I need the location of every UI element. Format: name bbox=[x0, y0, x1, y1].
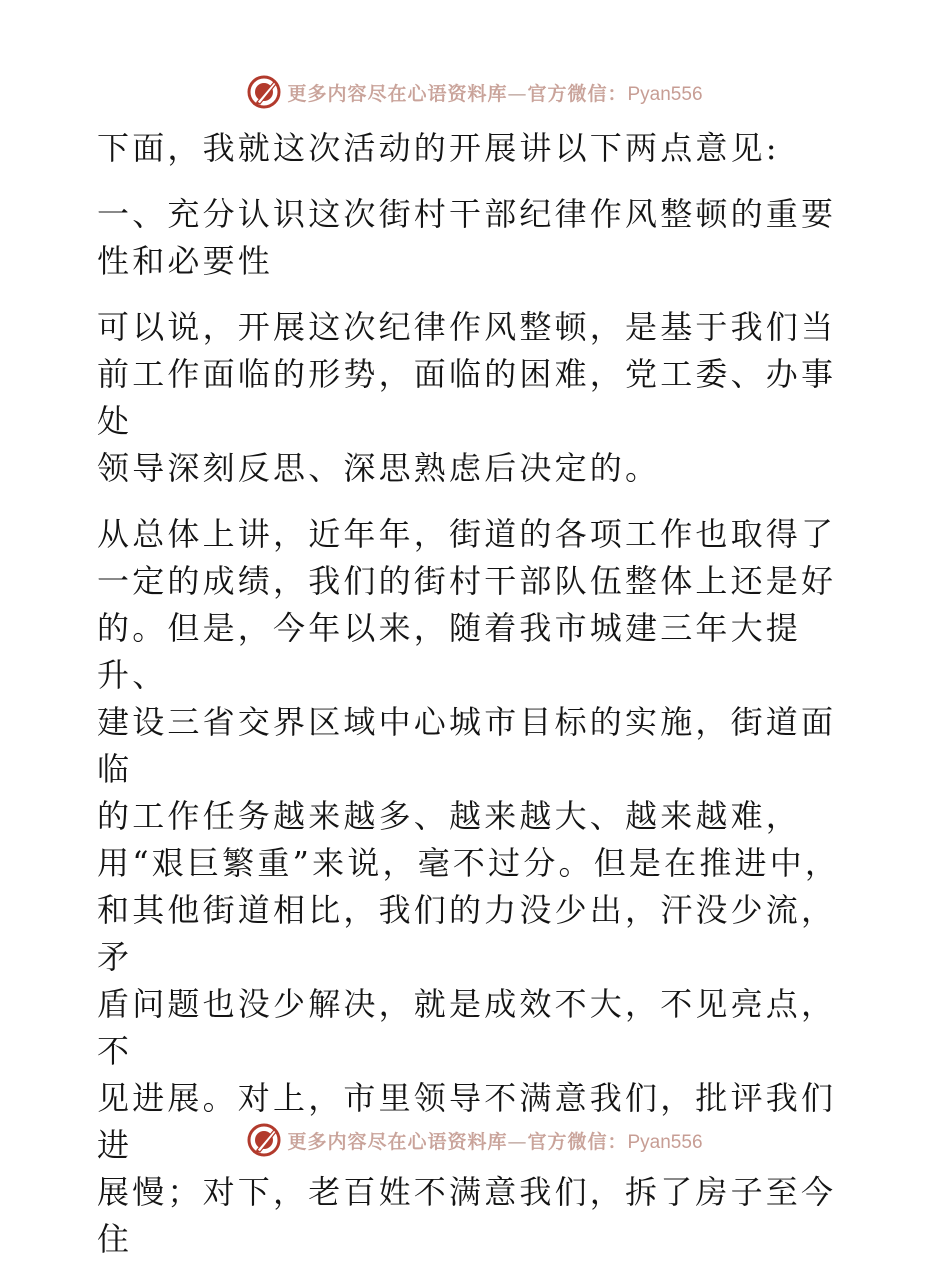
banner-dash: — bbox=[507, 82, 528, 105]
pen-logo-icon bbox=[247, 75, 281, 109]
text-line: 用“艰巨繁重”来说，毫不过分。但是在推进中， bbox=[97, 844, 841, 882]
text-line: 从总体上讲，近年年，街道的各项工作也取得了 bbox=[97, 515, 837, 553]
banner-official-text: 官方微信： bbox=[527, 82, 628, 105]
text-line: 展慢；对下，老百姓不满意我们，拆了房子至今住 bbox=[97, 1173, 837, 1258]
text-line: 领导深刻反思、深思熟虑后决定的。 bbox=[97, 449, 661, 487]
text-line: 的工作任务越来越多、越来越大、越来越难， bbox=[97, 797, 802, 835]
text-line: 可以说，开展这次纪律作风整顿，是基于我们当 bbox=[97, 308, 837, 346]
footer-watermark bbox=[0, 1120, 950, 1160]
banner-wechat-id: Pyan556 bbox=[627, 83, 703, 105]
text-line: 见进展。对上，市里领导不满意我们，批评我们进 bbox=[97, 1079, 837, 1164]
section-heading-1 bbox=[97, 191, 857, 285]
banner-official-text: 官方微信： bbox=[527, 1130, 628, 1153]
text-line: 前工作面临的形势，面临的困难，党工委、办事处 bbox=[97, 355, 837, 440]
text-line: 盾问题也没少解决，就是成效不大，不见亮点，不 bbox=[97, 985, 837, 1070]
intro-paragraph bbox=[97, 125, 857, 172]
banner-main-text: 更多内容尽在心语资料库 bbox=[287, 1130, 508, 1153]
banner-main-text: 更多内容尽在心语资料库 bbox=[287, 82, 508, 105]
banner-dash: — bbox=[507, 1130, 528, 1153]
text-line: 性和必要性 bbox=[97, 242, 274, 280]
text-line: 和其他街道相比，我们的力没少出，汗没少流，矛 bbox=[97, 891, 837, 976]
text-line: 一定的成绩，我们的街村干部队伍整体上还是好 bbox=[97, 562, 837, 600]
text-line: 的。但是，今年以来，随着我市城建三年大提升、 bbox=[97, 609, 802, 694]
text-line: 下面，我就这次活动的开展讲以下两点意见: bbox=[97, 129, 780, 167]
text-line: 一、充分认识这次街村干部纪律作风整顿的重要 bbox=[97, 195, 837, 233]
header-watermark bbox=[0, 72, 950, 112]
pen-logo-icon bbox=[247, 1123, 281, 1157]
document-body bbox=[97, 125, 857, 1263]
paragraph-1 bbox=[97, 304, 857, 492]
text-line: 建设三省交界区域中心城市目标的实施，街道面临 bbox=[97, 703, 837, 788]
banner-wechat-id: Pyan556 bbox=[627, 1131, 703, 1153]
